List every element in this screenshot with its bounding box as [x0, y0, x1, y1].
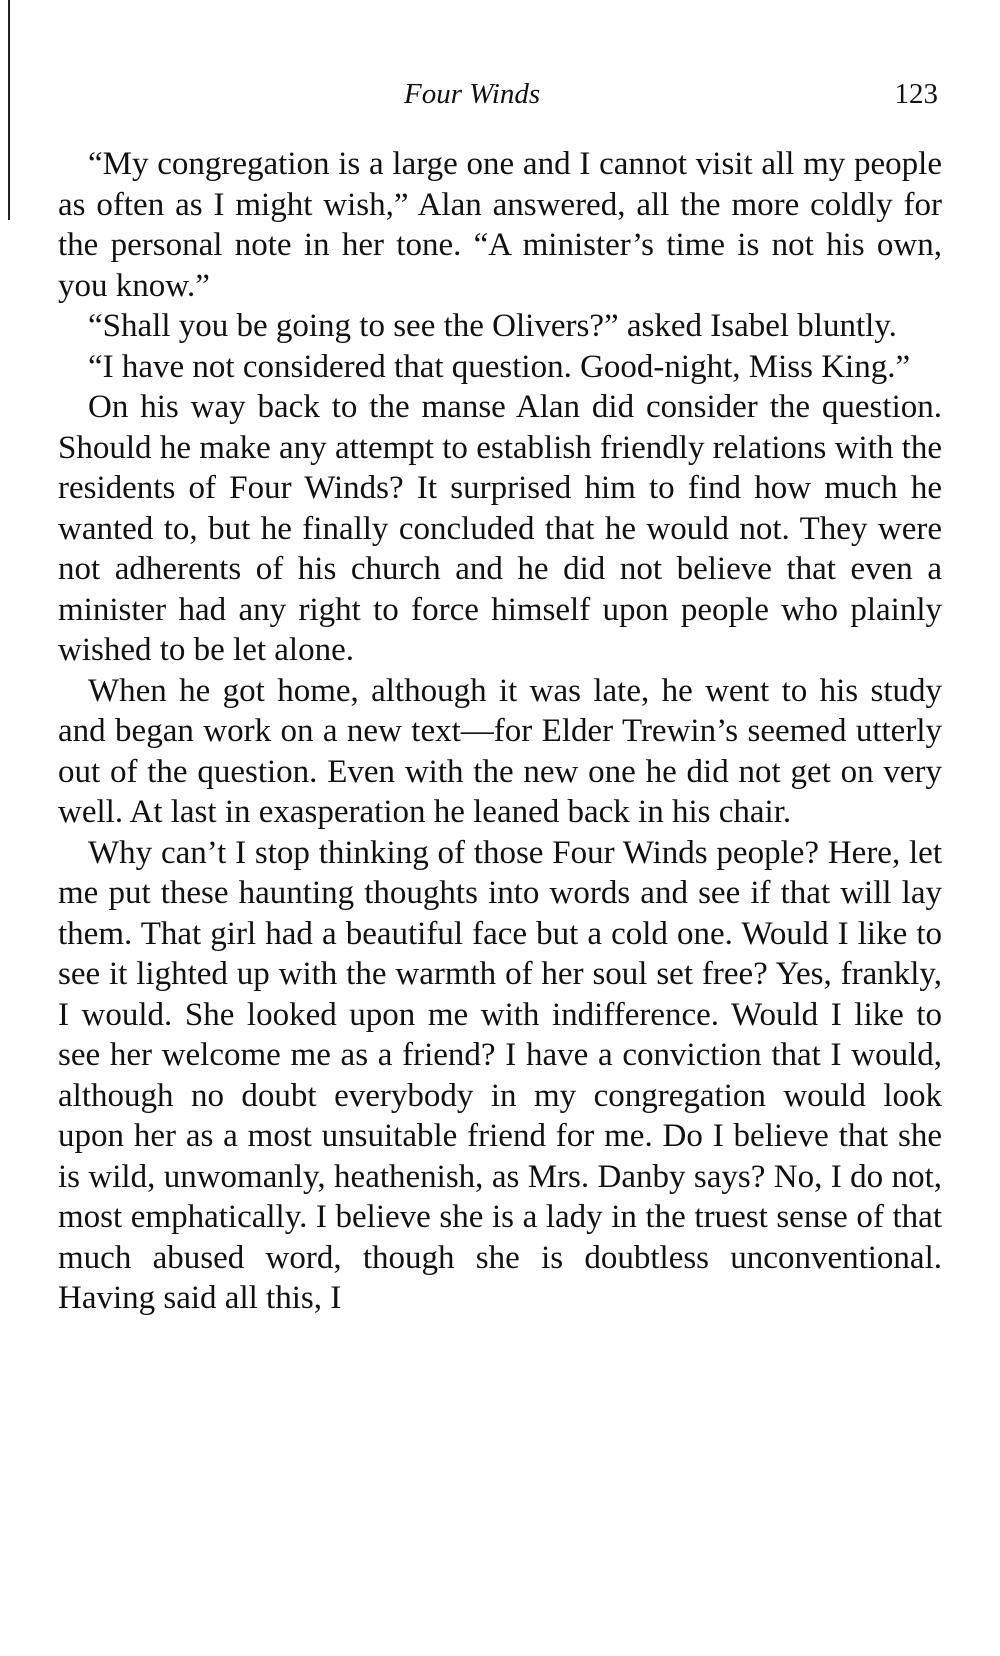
- book-page: [58, 78, 942, 1319]
- paragraph-5: When he got home, although it was late, he went to his study and began work on a new text—for Elder Trewin’s seemed utterly out of the question. Even with the new one he did not get on very well. At last in exasperation he leaned back in his chair.: [58, 672, 942, 830]
- page-number: 123: [894, 78, 938, 110]
- margin-rule: [8, 0, 10, 220]
- running-head: [58, 78, 942, 126]
- paragraph-6: Why can’t I stop thinking of those Four Winds people? Here, let me put these haunting thoughts into words and see if that will lay them. That girl had a beautiful face but a cold one. Would I like to see it lighted up with the warmth of her soul set free? Yes, frankly, I would. She looked upon me with indifference. Would I like to see her welcome me as a friend? I have a conviction that I would, although no doubt everybody in my congregation would look upon her as a most unsuitable friend for me. Do I believe that she is wild, unwomanly, heathenish, as Mrs. Danby says? No, I do not, most emphatically. I believe she is a lady in the truest sense of that much abused word, though she is doubtless unconventional. Having said all this, I: [58, 834, 942, 1316]
- running-title: Four Winds: [404, 78, 541, 110]
- paragraph-2: “Shall you be going to see the Olivers?” asked Isabel bluntly.: [88, 308, 897, 344]
- paragraph-4: On his way back to the manse Alan did consider the question. Should he make any attempt to establish friendly relations with the residents of Four Winds? It surprised him to find how much he wanted to, but he finally concluded that he would not. They were not adherents of his church and he did not believe that even a minister had any right to force himself upon people who plainly wished to be let alone.: [58, 389, 942, 668]
- paragraph-1: “My congregation is a large one and I cannot visit all my people as often as I might wish,” Alan answered, all the more coldly for the personal note in her tone. “A minister’s time is not his own, you know.”: [58, 146, 942, 304]
- paragraph-3: “I have not considered that question. Good-night, Miss King.”: [88, 348, 911, 385]
- body-text: [58, 144, 942, 1319]
